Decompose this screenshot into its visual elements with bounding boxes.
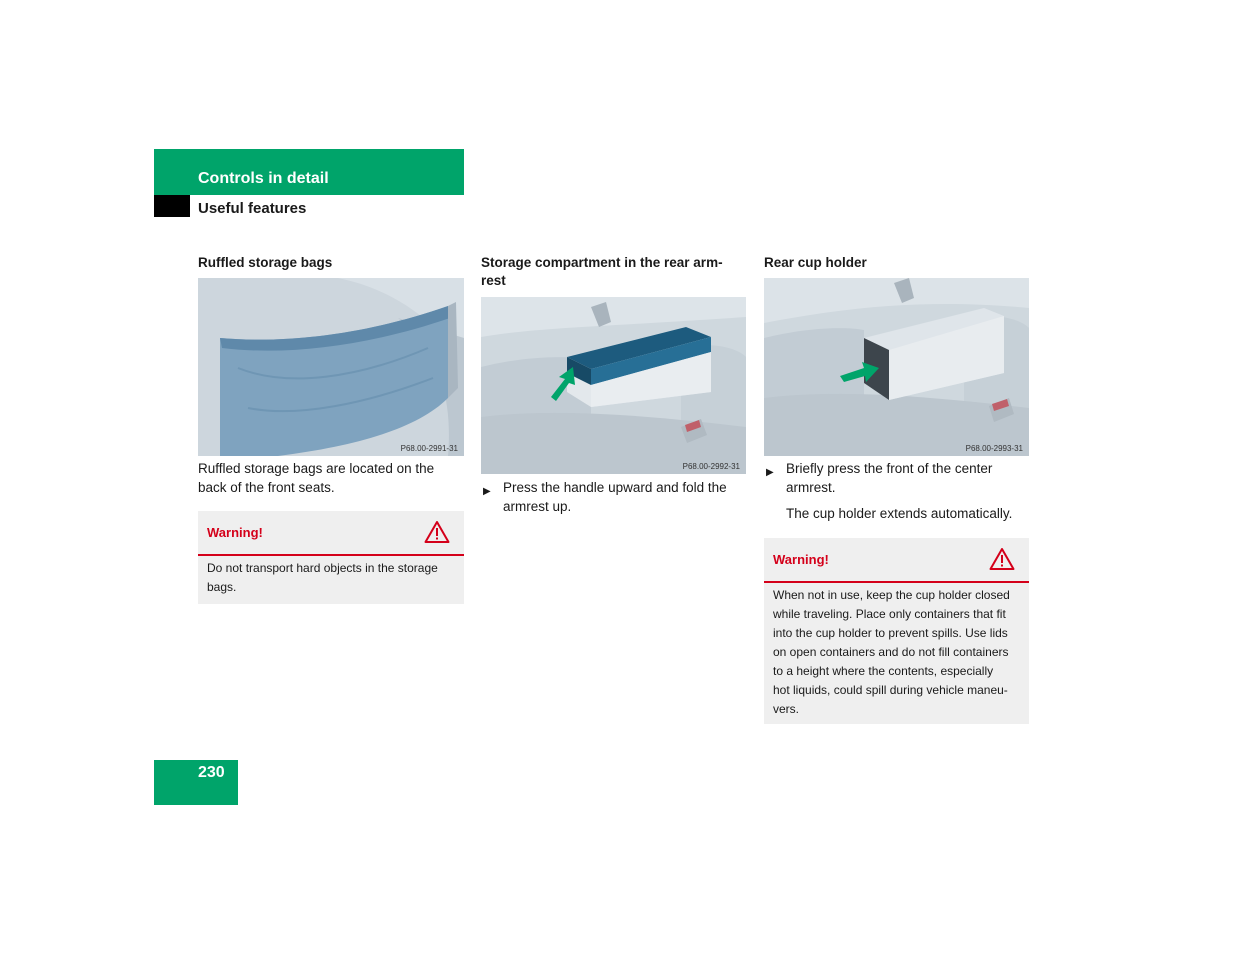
text-line: Press the handle upward and fold the: [503, 480, 727, 495]
page-number: 230: [198, 764, 225, 781]
cup-holder-instruction: [764, 459, 1029, 497]
subsection-tab-marker: [154, 195, 190, 217]
text-line: to a height where the contents, especially: [773, 664, 994, 678]
cup-holder-illustration: [764, 278, 1029, 456]
text-line: When not in use, keep the cup holder closed: [773, 588, 1010, 602]
warning-header: [764, 538, 1029, 583]
text-line: vers.: [773, 702, 800, 716]
text-line: armrest.: [786, 480, 836, 495]
text-line: while traveling. Place only containers that fit: [773, 607, 1006, 621]
figure-id: P68.00-2991-31: [400, 444, 458, 453]
heading-line: Storage compartment in the rear arm-: [481, 255, 723, 270]
text-line: hot liquids, could spill during vehicle maneu-: [773, 683, 1008, 697]
text-line: bags.: [207, 580, 237, 594]
text-line: Ruffled storage bags are located on the: [198, 461, 435, 476]
column-1-heading: Ruffled storage bags: [198, 255, 333, 270]
warning-text: [773, 586, 1020, 719]
storage-bag-illustration: [198, 278, 464, 456]
page-number-box: [154, 760, 238, 805]
warning-text: [207, 559, 455, 597]
column-3-heading: Rear cup holder: [764, 255, 867, 270]
figure-id: P68.00-2993-31: [965, 444, 1023, 453]
bullet-arrow-icon: ▶: [483, 486, 491, 497]
text-line: back of the front seats.: [198, 480, 335, 495]
text-line: into the cup holder to prevent spills. Use lids: [773, 626, 1008, 640]
armrest-instruction: [481, 478, 746, 516]
heading-line: rest: [481, 273, 506, 288]
warning-box-cup-holder: [764, 538, 1029, 724]
warning-box-storage-bags: [198, 511, 464, 604]
text-line: armrest up.: [503, 499, 572, 514]
text-line: Briefly press the front of the center: [786, 461, 993, 476]
text-line: Do not transport hard objects in the storage: [207, 561, 438, 575]
figure-id: P68.00-2992-31: [682, 462, 740, 471]
bullet-arrow-icon: ▶: [766, 467, 774, 478]
warning-triangle-icon: [989, 547, 1015, 571]
subsection-title: Useful features: [198, 200, 307, 217]
warning-triangle-icon: [424, 520, 450, 544]
section-title: Controls in detail: [198, 170, 329, 187]
text-line: on open containers and do not fill containers: [773, 645, 1009, 659]
armrest-compartment-illustration: [481, 297, 746, 474]
warning-title: Warning!: [773, 552, 829, 567]
warning-header: [198, 511, 464, 556]
storage-bags-description: [198, 459, 434, 497]
cup-holder-result: The cup holder extends automatically.: [786, 506, 1013, 521]
column-2-heading: [481, 254, 723, 290]
warning-title: Warning!: [207, 525, 263, 540]
